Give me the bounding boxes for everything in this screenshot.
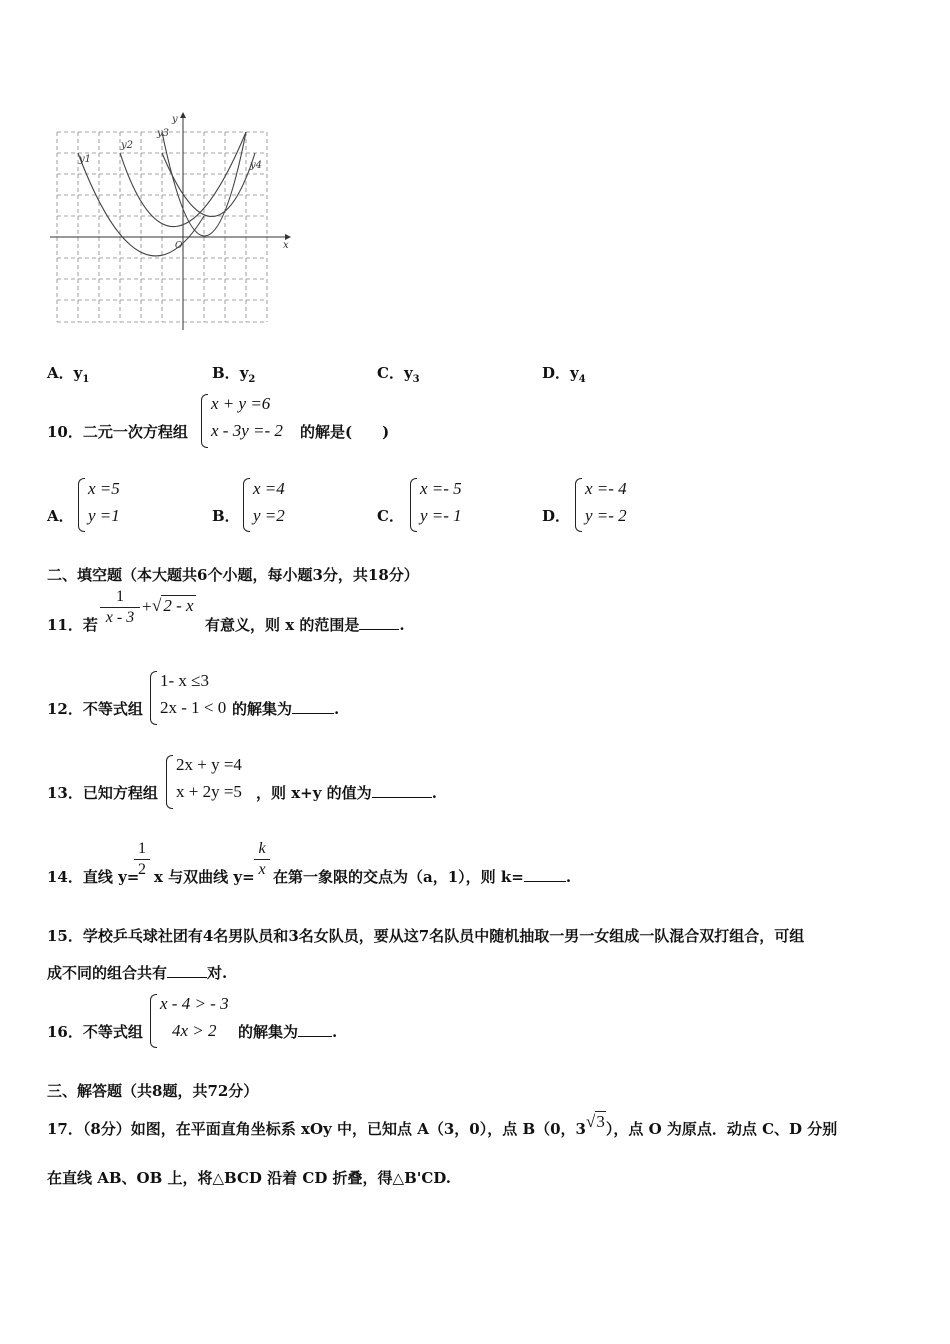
- q14-prefix: 14．直线 y=: [47, 868, 140, 886]
- q14-fraction-2: k x: [254, 840, 270, 879]
- q10-option-c[interactable]: x =- 5 y =- 1: [410, 478, 490, 530]
- q11-suffix: 有意义，则 x 的范围是 .: [205, 616, 405, 634]
- section-2-heading: 二、填空题（本大题共6个小题，每小题3分，共18分）: [47, 566, 419, 584]
- q12-answer-blank[interactable]: [292, 699, 334, 714]
- q17-line2: 在直线 AB、OB 上，将△BCD 沿着 CD 折叠，得△B'CD.: [47, 1169, 451, 1187]
- q13-system: 2x + y =4 x + 2y =5: [166, 755, 261, 807]
- q11-root: √ 2 - x: [152, 596, 194, 615]
- q12-system: 1- x ≤3 2x - 1 < 0: [150, 671, 235, 723]
- q9-option-b[interactable]: B．$y_2$: [212, 364, 256, 385]
- origin-label: O: [175, 241, 183, 251]
- q16-system: x - 4 > - 3 4x > 2: [150, 994, 240, 1046]
- q13-prefix: 13．已知方程组: [47, 784, 158, 802]
- section-3-heading: 三、解答题（共8题，共72分）: [47, 1082, 259, 1100]
- q16-answer-blank[interactable]: [298, 1022, 332, 1037]
- curve-y4: [162, 153, 255, 217]
- q11-answer-blank[interactable]: [359, 615, 399, 630]
- curve-label-y1: y1: [79, 154, 92, 165]
- q15-line1: 15．学校乒乓球社团有4名男队员和3名女队员，要从这7名队员中随机抽取一男一女组成一队混合双打组合，可组: [47, 927, 805, 945]
- curve-label-y3: y3: [157, 128, 170, 139]
- q10-option-a-letter[interactable]: A．: [47, 507, 74, 525]
- q15-answer-blank[interactable]: [167, 963, 207, 978]
- q10-option-d[interactable]: x =- 4 y =- 2: [575, 478, 655, 530]
- q15-line2: 成不同的组合共有 对.: [47, 964, 228, 982]
- q10-prefix: 10．二元一次方程组: [47, 423, 188, 441]
- q14-suffix: 在第一象限的交点为（a，1），则 k= .: [273, 868, 572, 886]
- q14-fraction-1: 1 2: [134, 840, 150, 879]
- axes: [50, 118, 285, 330]
- q9-option-d[interactable]: D．$y_4$: [542, 364, 586, 385]
- q10-system: x + y =6 x - 3y =- 2: [201, 394, 311, 446]
- curve-label-y2: y2: [121, 140, 134, 151]
- q11-fraction: 1 x - 3: [100, 588, 140, 627]
- q10-option-c-letter[interactable]: C．: [377, 507, 404, 525]
- curve-label-y4: y4: [250, 160, 263, 171]
- q14-answer-blank[interactable]: [524, 867, 566, 882]
- q12-suffix: 的解集为 .: [232, 700, 340, 718]
- q17-line1: 17．（8分）如图，在平面直角坐标系 xOy 中，已知点 A（3，0），点 B（0，3√3），点 O 为原点．动点 C、D 分别: [47, 1112, 838, 1138]
- q10-option-d-letter[interactable]: D．: [542, 507, 571, 525]
- q10-option-a[interactable]: x =5 y =1: [78, 478, 158, 530]
- q16-prefix: 16．不等式组: [47, 1023, 143, 1041]
- q10-option-b-letter[interactable]: B．: [212, 507, 240, 525]
- q9-option-a[interactable]: A．$y_1$: [47, 364, 90, 385]
- q13-suffix: ，则 x+y 的值为 .: [256, 784, 437, 802]
- q10-option-b[interactable]: x =4 y =2: [243, 478, 323, 530]
- q11-plus: +: [142, 597, 152, 616]
- q16-suffix: 的解集为 .: [238, 1023, 338, 1041]
- axis-x-label: x: [283, 240, 289, 251]
- axis-y-label: y: [172, 114, 178, 125]
- q10-suffix: 的解是( ): [300, 423, 390, 441]
- q14-mid: x 与双曲线 y=: [154, 868, 255, 886]
- y-axis-arrow: [180, 112, 186, 118]
- q13-answer-blank[interactable]: [372, 783, 432, 798]
- q12-prefix: 12．不等式组: [47, 700, 143, 718]
- q11-prefix: 11．若: [47, 616, 98, 634]
- q9-option-c[interactable]: C．$y_3$: [377, 364, 420, 385]
- function-graph: [45, 110, 295, 335]
